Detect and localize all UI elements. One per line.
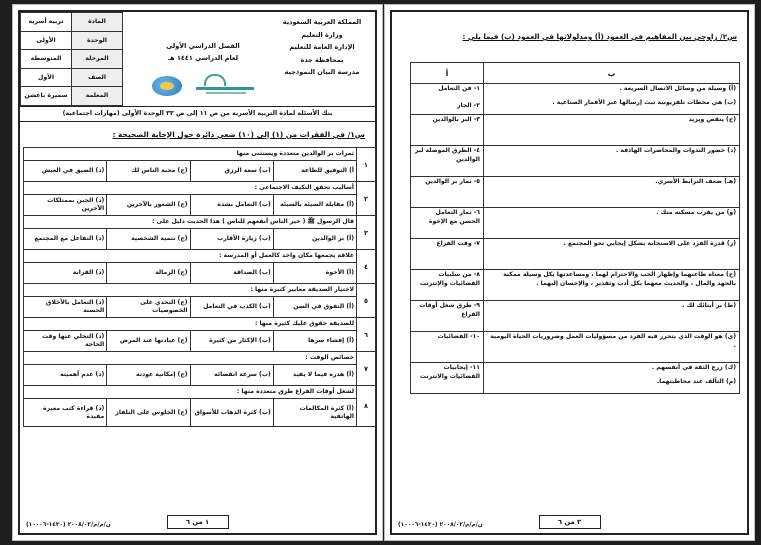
- answer-option[interactable]: (ج) التحدي على الخصوصيات: [107, 297, 190, 318]
- answer-option[interactable]: (ج) الزمالة: [107, 263, 190, 284]
- mcq-options-row: [24, 161, 376, 182]
- definition-cell: [484, 363, 740, 394]
- mcq-options-row: [24, 331, 376, 352]
- matching-row: [411, 208, 740, 239]
- definition-text[interactable]: (د) حضور الندوات والمحاضرات الهادفة .: [615, 147, 736, 154]
- info-row: [21, 13, 123, 32]
- form-code: ن/م/م/٢٠٠٨/٠٢ (١٤٣٠-١٠٠٠٦): [398, 522, 483, 528]
- concept-cell: [411, 177, 484, 208]
- concept-text: ٩- طرق شغل أوقات الفراغ: [419, 302, 480, 318]
- form-code: ن/م/م/٢٠٠٨/٠٢ (١٤٣٠-١٠٠٠٦): [26, 522, 111, 528]
- matching-row: [411, 332, 740, 363]
- answer-option[interactable]: (د) القرابة: [24, 263, 107, 284]
- answer-option[interactable]: (د) قراءة كتب معبرة مفيدة: [24, 399, 107, 427]
- answer-option[interactable]: (د) التخلي عنها وقت الحاجة: [24, 331, 107, 352]
- answer-option[interactable]: (أ) كثرة المكالمات الهاتفية: [273, 399, 356, 427]
- answer-option[interactable]: أ) التوفيق للطاعة: [273, 161, 356, 182]
- definition-text[interactable]: (ج) ينقص ويزيد: [688, 116, 736, 123]
- question-number: ٣: [357, 216, 376, 250]
- mcq-question-row: [24, 386, 376, 399]
- concept-text: ١٠- الفضائيات: [437, 333, 480, 340]
- answer-option[interactable]: (ج) محبة الناس لك: [107, 161, 190, 182]
- header-line: الإدارة العامة للتعليم: [289, 43, 355, 52]
- mcq-table: [23, 147, 376, 427]
- mcq-question-row: [24, 148, 376, 161]
- concept-text: ١- فن التعامل: [438, 85, 480, 92]
- answer-option[interactable]: (ب) كثرة الذهاب للأسواق: [190, 399, 273, 427]
- course-info-table: [20, 12, 123, 106]
- school-header: [273, 16, 371, 79]
- question-text: أساليب تحقق التكيف الاجتماعي :: [24, 182, 357, 195]
- concept-cell: [411, 146, 484, 177]
- matching-row: [411, 84, 740, 115]
- question-text: لاختيار الصديقة معايير كثيرة منها :: [24, 284, 357, 297]
- info-label: الصف: [72, 68, 123, 87]
- term-line: الفصل الدراسي الأولى: [166, 42, 240, 50]
- answer-option[interactable]: (أ) الأخوة: [273, 263, 356, 284]
- logos: [150, 72, 260, 100]
- answer-option[interactable]: (أ) مقابلة السيئة بالسيئة: [273, 195, 356, 216]
- definition-text[interactable]: (ي) هو الوقت الذي يتحرر فيه الفرد من مسؤوليات العمل وضروريات الحياة اليومية .: [490, 333, 736, 349]
- page-1-frame: [18, 10, 377, 535]
- definition-cell: [484, 239, 740, 270]
- concept-cell: [411, 301, 484, 332]
- answer-option[interactable]: (د) التفاعل مع المجتمع: [24, 229, 107, 250]
- info-value: الأول: [21, 68, 72, 87]
- answer-option[interactable]: (د) الضيق في العيش: [24, 161, 107, 182]
- exam-page-2: [384, 4, 755, 541]
- question-text: ثمرات بر الوالدين متعددة ويستثنى منها: [24, 148, 357, 161]
- info-value: سميرة باعشن: [21, 87, 72, 106]
- question-2-title: س٢/ زاوجي بين المفاهيم في العمود (أ) ومدلولاتها في العمود (ب) فيما يلي :: [462, 32, 737, 41]
- definition-cell: [484, 177, 740, 208]
- definition-text[interactable]: (م) التآلف عند مخاطبتهما.: [656, 377, 736, 385]
- info-label: المرحلة: [72, 50, 123, 69]
- question-text: للصديقة حقوق عليك كثيرة منها :: [24, 318, 357, 331]
- info-row: [21, 87, 123, 106]
- answer-option[interactable]: (ب) سرعة انقضائه: [190, 365, 273, 386]
- matching-row: [411, 301, 740, 332]
- term-header: [138, 18, 268, 64]
- definition-cell: [484, 270, 740, 301]
- answer-option[interactable]: (أ) هدره فيما لا يفيد: [273, 365, 356, 386]
- mcq-options-row: [24, 399, 376, 427]
- answer-option[interactable]: (ب) الإكثار من كثيرة: [190, 331, 273, 352]
- definition-text[interactable]: (ب) هي محطات تلفزيونية تبث إرسالها عبر الأقمار الصناعية .: [552, 98, 736, 106]
- question-text: قال الرسول ﷺ ( خير الناس أنفعهم للناس ) هذا الحديث دليل على :: [24, 216, 357, 229]
- header-line: مدرسة البيان النموذجية: [284, 68, 360, 77]
- definition-text[interactable]: (هـ) ضعف الترابط الأسري.: [655, 178, 736, 185]
- info-label: الوحدة: [72, 31, 123, 50]
- info-value: المتوسطة: [21, 50, 72, 69]
- question-number: ٦: [357, 318, 376, 352]
- concept-text: ١١- إيجابيات الفضائيات والانترنت: [419, 364, 480, 380]
- mcq-question-row: [24, 182, 376, 195]
- definition-text[interactable]: (و) من يقرب مسكنه منك .: [656, 209, 736, 216]
- definition-text[interactable]: (أ) وسيلة من وسائل الاتصال السريعة .: [619, 85, 736, 92]
- vision-logo-icon: [152, 76, 182, 96]
- definition-text[interactable]: (ك) زرع الثقة في أنفسهم .: [651, 364, 736, 371]
- question-text: علاقة يجمعها مكان واحد كالعمل أو المدرسة :: [24, 250, 357, 263]
- info-row: [21, 50, 123, 69]
- mcq-options-row: [24, 195, 376, 216]
- header-line: بمحافظة جدة: [300, 55, 344, 64]
- page-footer: [392, 515, 747, 529]
- header-line: المملكة العربية السعودية: [282, 18, 362, 26]
- question-text: لشغل أوقات الفراغ طرق متعددة منها :: [24, 386, 357, 399]
- mcq-question-row: [24, 216, 376, 229]
- page-2-frame: [390, 10, 749, 535]
- question-number: ٧: [357, 352, 376, 386]
- question-bank-title: بنك الأسئلة لمادة التربية الأسرية من ص ١١ إلى ص ٣٣ الوحدة الأولى (مهارات اجتماعية): [20, 106, 375, 122]
- info-label: المعلمة: [72, 87, 123, 106]
- definition-text[interactable]: (ح) معناه طاعتهما وإظهار الحب والاحترام لهما ، ومساعدتها بكل وسيلة ممكنة بالجهد والمال ، والحديث معهما بكل أدب وتقدير ، والإحسان إليهما .: [503, 271, 736, 287]
- mcq-question-row: [24, 250, 376, 263]
- info-row: [21, 68, 123, 87]
- definition-cell: [484, 301, 740, 332]
- matching-row: [411, 239, 740, 270]
- concept-cell: [411, 270, 484, 301]
- answer-option[interactable]: (ج) إمكانية عودته: [107, 365, 190, 386]
- concept-text: ٦- ثمار التعامل الحسن مع الإخوة: [428, 209, 480, 225]
- answer-option[interactable]: (ب) زيارة الأقارب: [190, 229, 273, 250]
- answer-option[interactable]: (أ) إفشاء سرها: [273, 331, 356, 352]
- question-number: ١: [357, 148, 376, 182]
- matching-row: [411, 146, 740, 177]
- concept-cell: [411, 239, 484, 270]
- question-number: ٢: [357, 182, 376, 216]
- concept-text: ٣- البر بالوالدين: [432, 116, 480, 123]
- matching-row: [411, 363, 740, 394]
- mcq-question-row: [24, 352, 376, 365]
- answer-option[interactable]: (أ) التفوق في السن: [273, 297, 356, 318]
- answer-option[interactable]: (ج) الجلوس على التلفاز: [107, 399, 190, 427]
- answer-option[interactable]: (ب) التعامل بشدة: [190, 195, 273, 216]
- matching-row: [411, 115, 740, 146]
- column-a-header: أ: [411, 63, 484, 84]
- concept-text: ٥- ثمار بر الوالدين: [425, 178, 480, 185]
- matching-row: [411, 177, 740, 208]
- concept-cell: [411, 208, 484, 239]
- definition-cell: [484, 84, 740, 115]
- answer-option[interactable]: (ج) تنمية الشخصية: [107, 229, 190, 250]
- concept-cell: [411, 332, 484, 363]
- matching-header-row: [411, 63, 740, 84]
- answer-option[interactable]: (د) التعامل بالأخلاق الحسنة: [24, 297, 107, 318]
- definition-cell: [484, 115, 740, 146]
- concept-text: ٤- الطرق الموصلة لبر الوالدين: [414, 147, 480, 163]
- info-row: [21, 31, 123, 50]
- header-line: وزارة التعليم: [301, 30, 343, 39]
- answer-option[interactable]: (ب) الكذب في التعامل: [190, 297, 273, 318]
- question-1-title: س١/ في الفقرات من (١) إلى (١٠) ضعي دائرة حول الإجابة الصحيحة :: [112, 130, 365, 139]
- exam-page-1: [12, 4, 383, 541]
- question-number: ٤: [357, 250, 376, 284]
- info-value: تربية أسرية: [21, 13, 72, 32]
- answer-option[interactable]: (د) عدم أهميته: [24, 365, 107, 386]
- question-number: ٥: [357, 284, 376, 318]
- concept-text: ٧- وقت الفراغ: [436, 240, 480, 247]
- question-number: ٨: [357, 386, 376, 427]
- definition-cell: [484, 208, 740, 239]
- info-label: المادة: [72, 13, 123, 32]
- answer-option[interactable]: (ب) سعة الرزق: [190, 161, 273, 182]
- definition-cell: [484, 332, 740, 363]
- concept-text: ٢- الجار: [457, 101, 480, 109]
- question-text: خصائص الوقت :: [24, 352, 357, 365]
- concept-cell: [411, 115, 484, 146]
- year-line: لعام الدراسي ١٤٤١ هـ: [167, 54, 239, 62]
- column-b-header: ب: [484, 63, 740, 84]
- ministry-logo-icon: [196, 74, 256, 98]
- answer-option[interactable]: (ج) عيادتها عند المرض: [107, 331, 190, 352]
- mcq-options-row: [24, 365, 376, 386]
- definition-cell: [484, 146, 740, 177]
- answer-option[interactable]: (أ) بر الوالدين: [273, 229, 356, 250]
- answer-option[interactable]: (ج) الشعور بالآخرين: [107, 195, 190, 216]
- answer-option[interactable]: (ب) الصداقة: [190, 263, 273, 284]
- definition-text[interactable]: (ز) قدرة الفرد على الاستجابة بشكل إيجابي نحو المجتمع .: [563, 240, 736, 247]
- definition-text[interactable]: (ط) بر أبنائك لك .: [682, 302, 736, 309]
- mcq-options-row: [24, 297, 376, 318]
- answer-option[interactable]: (د) الجبن بممتلكات الآخرين: [24, 195, 107, 216]
- info-value: الأولى: [21, 31, 72, 50]
- page-footer: [20, 515, 375, 529]
- matching-table: [410, 62, 740, 394]
- mcq-question-row: [24, 284, 376, 297]
- concept-text: ٨- من سلبيات الفضائيات والإنترنت: [419, 271, 480, 287]
- mcq-options-row: [24, 263, 376, 284]
- mcq-question-row: [24, 318, 376, 331]
- page-number: ٢ من ٦: [539, 515, 601, 529]
- concept-cell: [411, 84, 484, 115]
- mcq-options-row: [24, 229, 376, 250]
- concept-cell: [411, 363, 484, 394]
- page-number: ١ من ٦: [167, 515, 229, 529]
- matching-row: [411, 270, 740, 301]
